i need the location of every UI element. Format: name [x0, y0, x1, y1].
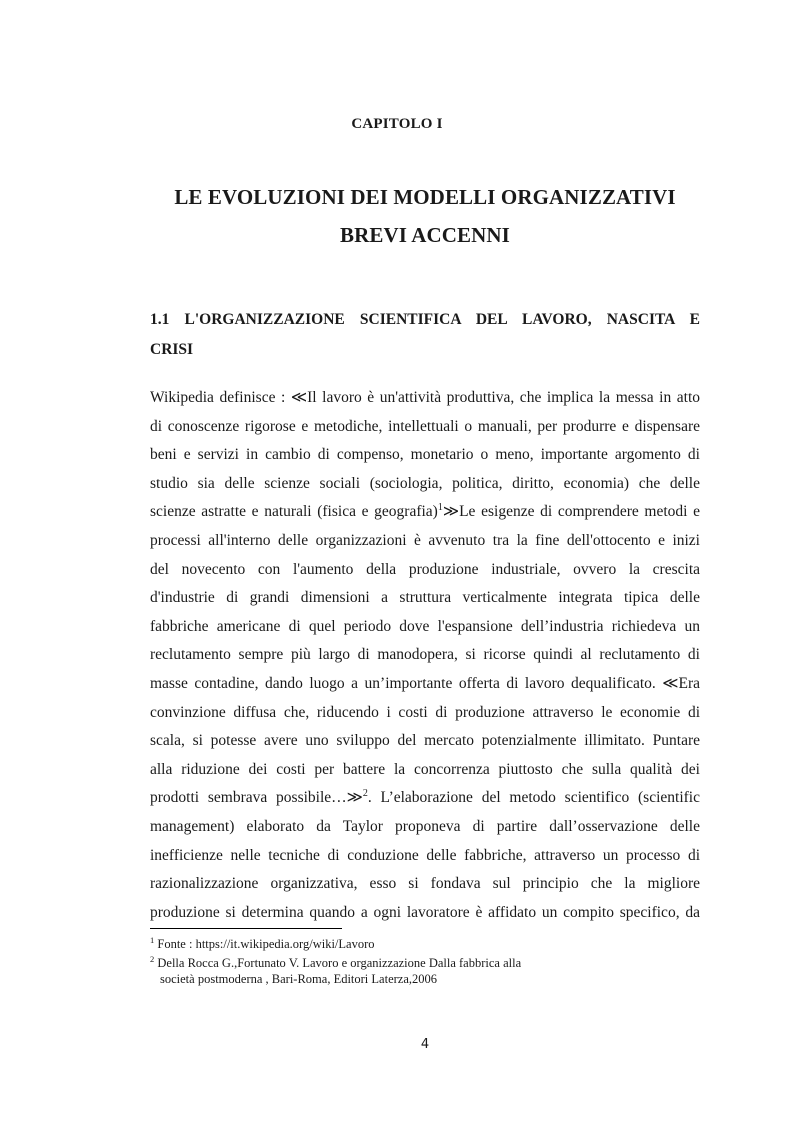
body-line: del novecento con l'aumento della produzione industriale, ovvero la crescita — [150, 560, 700, 578]
section-heading-line-1: 1.1 L'ORGANIZZAZIONE SCIENTIFICA DEL LAVORO, NASCITA E — [150, 311, 700, 328]
body-line: processi all'interno delle organizzazioni è avvenuto tra la fine dell'ottocento e inizi — [150, 531, 700, 549]
footnote-divider — [150, 928, 342, 929]
footnote-text: Fonte : https://it.wikipedia.org/wiki/Lavoro — [157, 937, 375, 951]
footnote-number: 1 — [150, 934, 155, 945]
body-line: reclutamento sempre più largo di manodopera, si ricorse quindi al reclutamento di — [150, 646, 700, 664]
body-line: alla riduzione dei costi per battere la concorrenza piuttosto che sulla qualità dei — [150, 760, 700, 778]
footnotes — [150, 936, 710, 990]
body-line-text: scienze astratte e naturali (fisica e geografia) — [150, 503, 438, 521]
section-heading — [150, 305, 700, 365]
chapter-title-line-2: BREVI ACCENNI — [340, 223, 510, 247]
body-line: inefficienze nelle tecniche di conduzione delle fabbriche, attraverso un processo di — [150, 846, 700, 864]
body-line: beni e servizi in cambio di compenso, monetario o meno, importante argomento di — [150, 446, 700, 464]
body-line — [150, 498, 700, 527]
footnote-number: 2 — [150, 953, 155, 964]
chapter-label: CAPITOLO I — [351, 116, 443, 132]
chapter-title — [0, 178, 794, 254]
body-line: convinzione diffusa che, riducendo i costi di produzione attraverso le economie di — [150, 703, 700, 721]
body-line-text: ≫Le esigenze di comprendere metodi e — [442, 503, 700, 521]
body-line: Wikipedia definisce : ≪Il lavoro è un'attività produttiva, che implica la messa in atto — [150, 389, 700, 406]
footnote-ref-2[interactable]: 2 — [362, 788, 368, 800]
body-line: produzione si determina quando a ogni lavoratore è affidato un compito specifico, da — [150, 903, 700, 921]
body-line: studio sia delle scienze sociali (sociologia, politica, diritto, economia) che delle — [150, 474, 700, 492]
body-line-text: . L’elaborazione del metodo scientifico (scientific — [367, 789, 700, 807]
body-line: masse contadine, dando luogo a un’importante offerta di lavoro dequalificato. ≪Era — [150, 674, 700, 692]
body-line — [150, 784, 700, 813]
body-line: di conoscenze rigorose e metodiche, intellettuali o manuali, per produrre e dispensare — [150, 417, 700, 435]
footnote-1 — [150, 936, 710, 952]
body-line: razionalizzazione organizzativa, esso si fondava sul principio che la migliore — [150, 875, 700, 893]
page-number: 4 — [420, 1037, 430, 1052]
section-heading-line-2: CRISI — [150, 341, 194, 358]
body-paragraph — [150, 384, 700, 927]
body-line: scala, si potesse avere uno sviluppo del mercato potenzialmente illimitato. Puntare — [150, 732, 700, 750]
footnote-2 — [150, 955, 710, 987]
body-line: d'industrie di grandi dimensioni a struttura verticalmente integrata tipica delle — [150, 589, 700, 607]
footnote-text: Della Rocca G.,Fortunato V. Lavoro e organizzazione Dalla fabbrica alla — [157, 956, 522, 970]
body-line: fabbriche americane di quel periodo dove l'espansione dell’industria richiedeva un — [150, 617, 700, 635]
body-line: management) elaborato da Taylor proponeva di partire dall’osservazione delle — [150, 817, 700, 835]
body-line-text: prodotti sembrava possibile…≫ — [150, 789, 363, 807]
footnote-text-continued: società postmoderna , Bari-Roma, Editori Laterza,2006 — [160, 972, 437, 986]
footnote-ref-1[interactable]: 1 — [437, 502, 443, 514]
chapter-title-line-1: LE EVOLUZIONI DEI MODELLI ORGANIZZATIVI — [174, 185, 676, 209]
